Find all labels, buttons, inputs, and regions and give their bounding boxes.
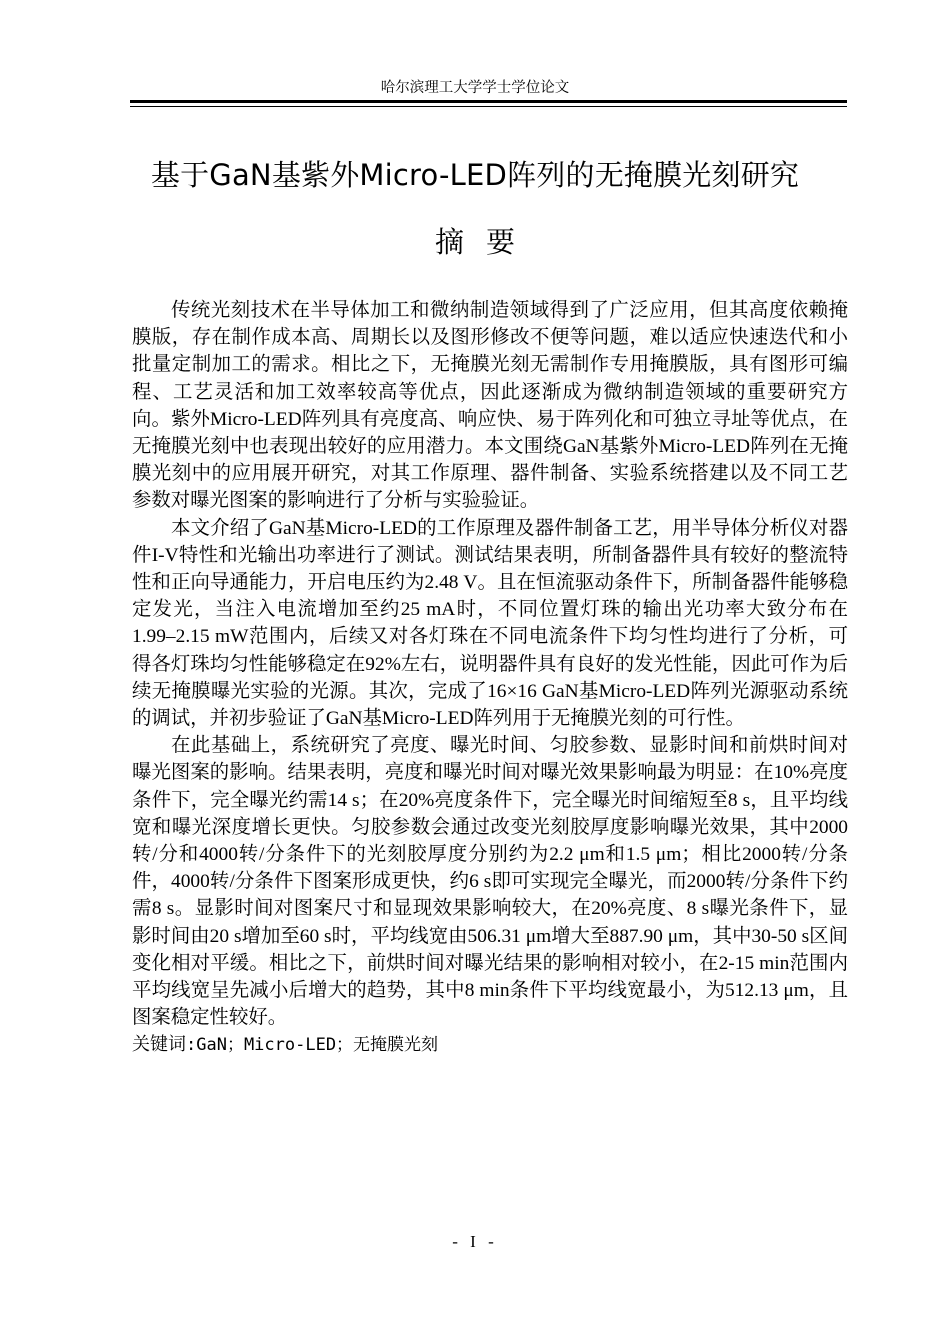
- abstract-heading: 摘要: [434, 225, 537, 259]
- header-rule-thin: [130, 106, 847, 107]
- abstract-paragraph-2: 本文介绍了GaN基Micro-LED的工作原理及器件制备工艺，用半导体分析仪对器件I-V特性和光输出功率进行了测试。测试结果表明，所制备器件具有较好的整流特性和正向导通能力，开启电压约为2.48 V。且在恒流驱动条件下，所制备器件能够稳定发光，当注入电流增加至约25 mA时，不同位置灯珠的输出光功率大致分布在1.99–2.15 mW范围内，后续又对各灯珠在不同电流条件下均匀性均进行了分析，可得各灯珠均匀性能够稳定在92%左右，说明器件具有良好的发光性能，因此可作为后续无掩膜曝光实验的光源。其次，完成了16×16 GaN基Micro-LED阵列光源驱动系统的调试，并初步验证了GaN基Micro-LED阵列用于无掩膜光刻的可行性。: [132, 517, 848, 730]
- keywords-label: 关键词: [132, 1034, 186, 1056]
- abstract-body: [132, 297, 848, 1060]
- header-rule-thick: [130, 100, 847, 103]
- keywords-line: [132, 1031, 848, 1059]
- page-number: - I -: [452, 1232, 498, 1251]
- abstract-paragraph-3: 在此基础上，系统研究了亮度、曝光时间、匀胶参数、显影时间和前烘时间对曝光图案的影响。结果表明，亮度和曝光时间对曝光效果影响最为明显：在10%亮度条件下，完全曝光约需14 s；在20%亮度条件下，完全曝光时间缩短至8 s，且平均线宽和曝光深度增长更快。匀胶参数会通过改变光刻胶厚度影响曝光效果，其中2000转/分和4000转/分条件下的光刻胶厚度分别约为2.2 μm和1.5 μm；相比2000转/分条件，4000转/分条件下图案形成更快，约6 s即可实现完全曝光，而2000转/分条件下约需8 s。显影时间对图案尺寸和显现效果影响较大，在20%亮度、8 s曝光条件下，显影时间由20 s增加至60 s时，平均线宽由506.31 μm增大至887.90 μm，其中30-50 s区间变化相对平缓。相比之下，前烘时间对曝光结果的影响相对较小，在2-15 min范围内平均线宽呈先减小后增大的趋势，其中8 min条件下平均线宽最小，为512.13 μm，且图案稳定性较好。: [132, 735, 848, 1029]
- running-header: 哈尔滨理工大学学士学位论文: [380, 80, 570, 96]
- keywords-text: :GaN；Micro-LED；无掩膜光刻: [186, 1035, 439, 1056]
- abstract-paragraph-1: 传统光刻技术在半导体加工和微纳制造领域得到了广泛应用，但其高度依赖掩膜版，存在制作成本高、周期长以及图形修改不便等问题，难以适应快速迭代和小批量定制加工的需求。相比之下，无掩膜光刻无需制作专用掩膜版，具有图形可编程、工艺灵活和加工效率较高等优点，因此逐渐成为微纳制造领域的重要研究方向。紫外Micro-LED阵列具有亮度高、响应快、易于阵列化和可独立寻址等优点，在无掩膜光刻中也表现出较好的应用潜力。本文围绕GaN基紫外Micro-LED阵列在无掩膜光刻中的应用展开研究，对其工作原理、器件制备、实验系统搭建以及不同工艺参数对曝光图案的影响进行了分析与实验验证。: [132, 300, 848, 512]
- thesis-title: 基于GaN基紫外Micro-LED阵列的无掩膜光刻研究: [150, 158, 800, 192]
